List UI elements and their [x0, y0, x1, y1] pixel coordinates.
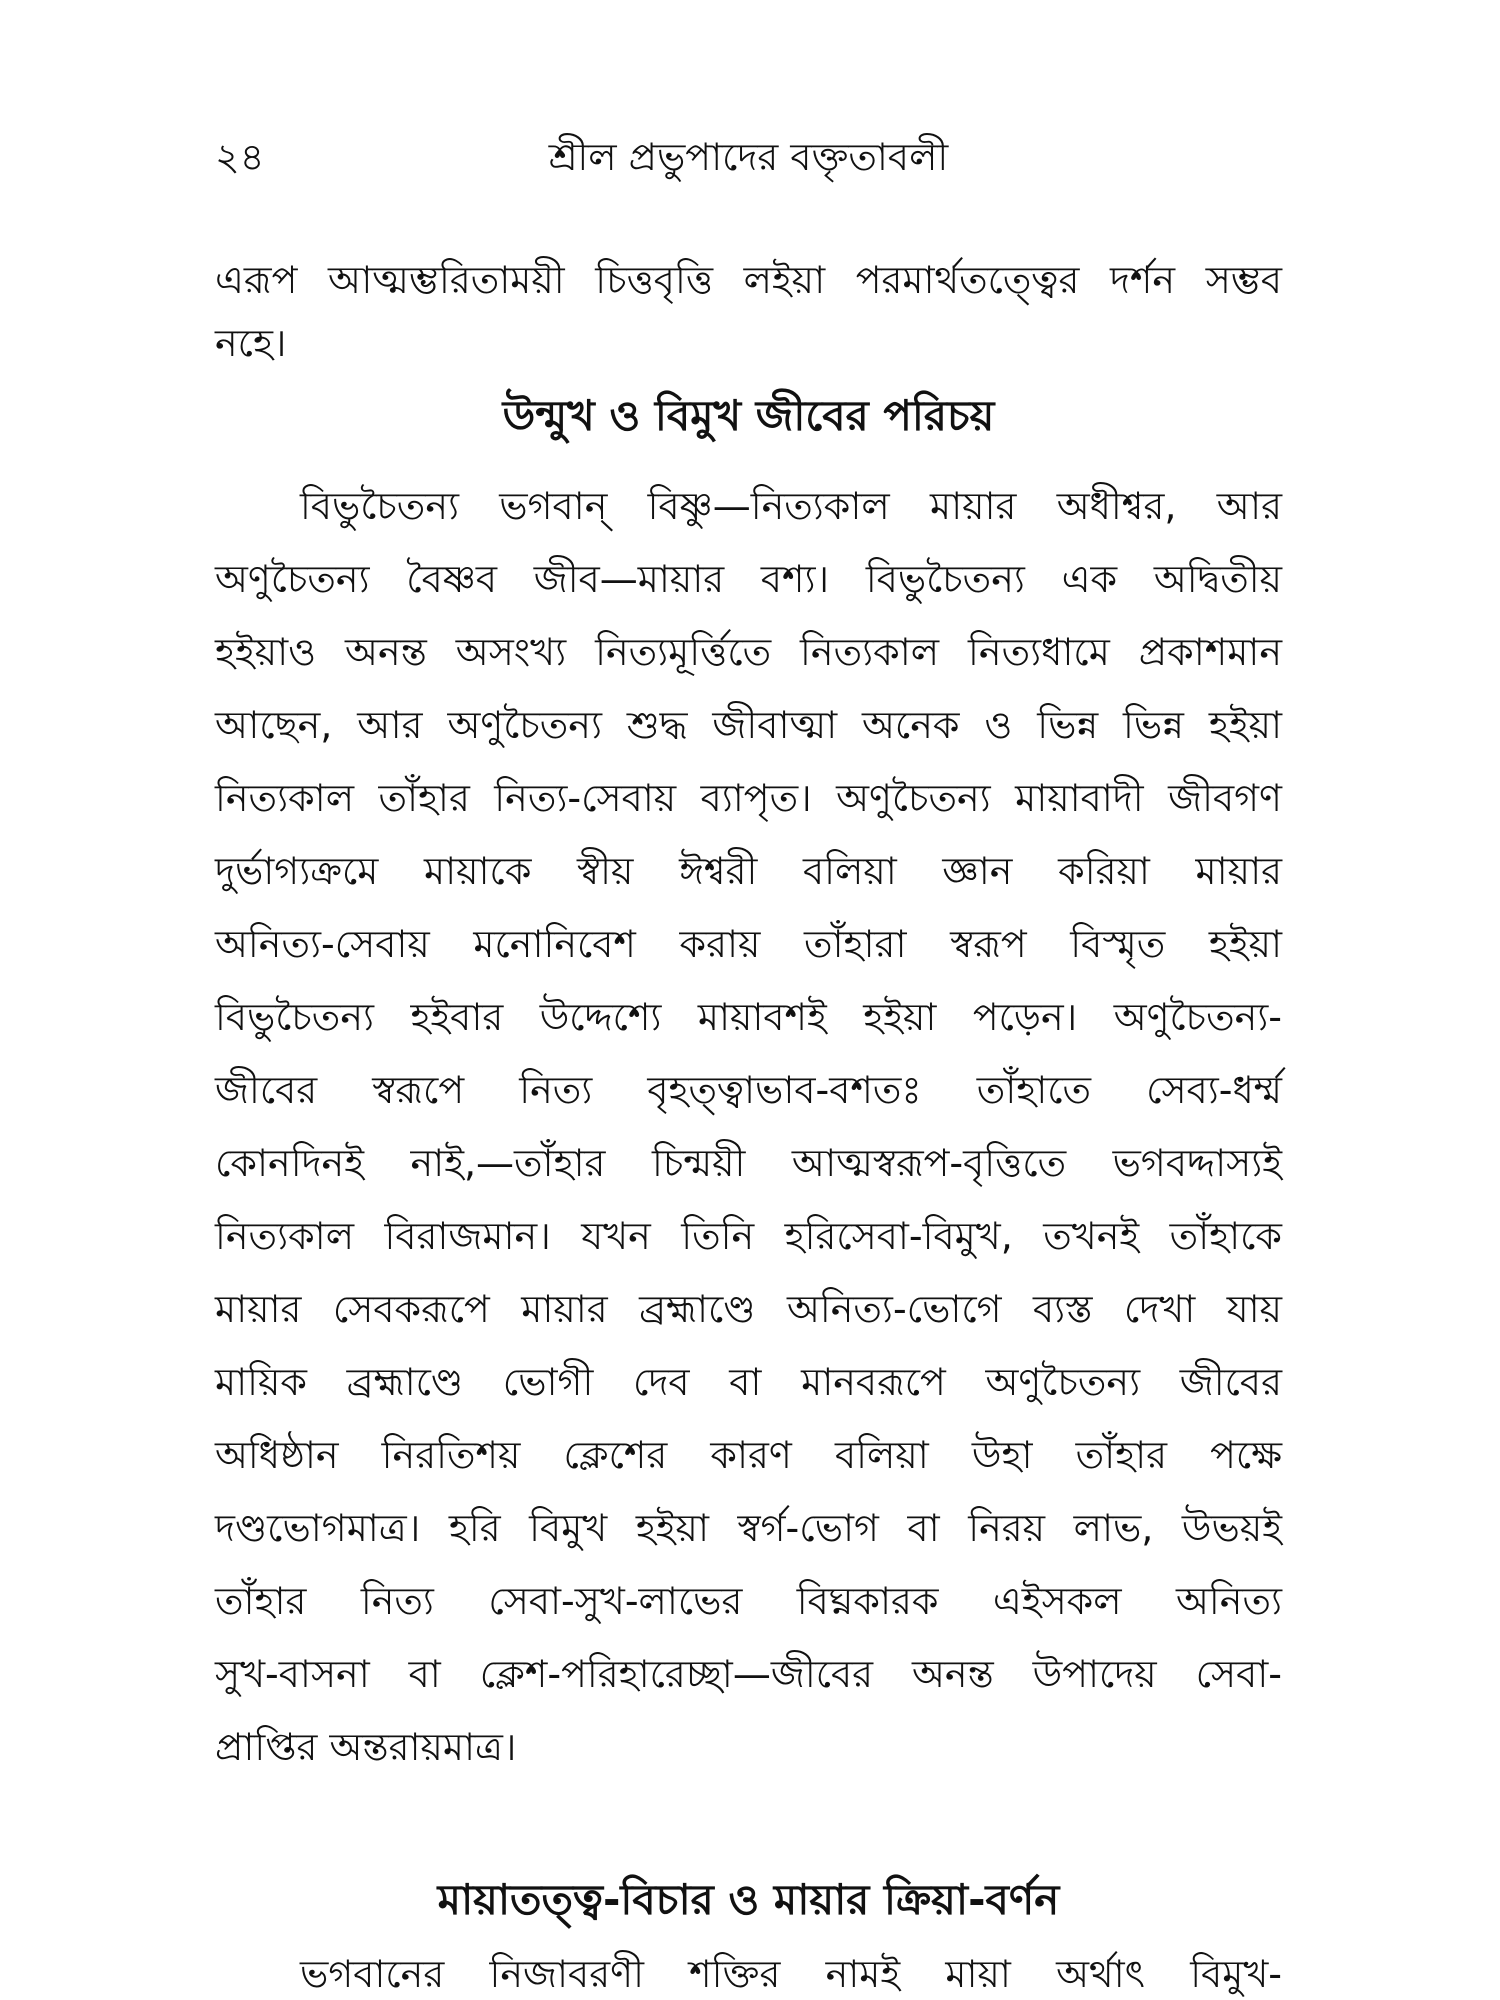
text-line: জীবের স্বরূপে নিত্য বৃহত্ত্বাভাব-বশতঃ তাঁহাতে সেব্য-ধর্ম্ম	[215, 1068, 1282, 1112]
text-line: অধিষ্ঠান নিরতিশয় ক্লেশের কারণ বলিয়া উহা তাঁহার পক্ষে	[215, 1433, 1282, 1477]
text-line: প্রাপ্তির অন্তরায়মাত্র।	[215, 1725, 517, 1769]
text-line: অনিত্য-সেবায় মনোনিবেশ করায় তাঁহারা স্বরূপ বিস্মৃত হইয়া	[215, 922, 1282, 966]
text-line: মায়িক ব্রহ্মাণ্ডে ভোগী দেব বা মানবরূপে অণুচৈতন্য জীবের	[215, 1360, 1282, 1404]
section-heading: মায়াতত্ত্ব-বিচার ও মায়ার ক্রিয়া-বর্ণন	[437, 1875, 1060, 1924]
text-line: মায়ার সেবকরূপে মায়ার ব্রহ্মাণ্ডে অনিত্য-ভোগে ব্যস্ত দেখা যায়	[215, 1287, 1282, 1331]
text-line: সুখ-বাসনা বা ক্লেশ-পরিহারেচ্ছা—জীবের অনন্ত উপাদেয় সেবা-	[215, 1652, 1282, 1696]
text-line: কোনদিনই নাই,—তাঁহার চিন্ময়ী আত্মস্বরূপ-বৃত্তিতে ভগবদ্দাস্যই	[215, 1141, 1282, 1185]
text-line: হইয়াও অনন্ত অসংখ্য নিত্যমূর্ত্তিতে নিত্যকাল নিত্যধামে প্রকাশমান	[215, 630, 1282, 674]
text-line: এরূপ আত্মম্ভরিতাময়ী চিত্তবৃত্তি লইয়া পরমার্থতত্ত্বের দর্শন সম্ভব	[215, 258, 1282, 302]
text-line: বিভুচৈতন্য ভগবান্ বিষ্ণু—নিত্যকাল মায়ার অধীশ্বর, আর	[300, 484, 1282, 528]
text-line: নহে।	[215, 321, 287, 365]
text-line: আছেন, আর অণুচৈতন্য শুদ্ধ জীবাত্মা অনেক ও ভিন্ন ভিন্ন হইয়া	[215, 703, 1282, 747]
text-line: অণুচৈতন্য বৈষ্ণব জীব—মায়ার বশ্য। বিভুচৈতন্য এক অদ্বিতীয়	[215, 557, 1282, 601]
text-line: দণ্ডভোগমাত্র। হরি বিমুখ হইয়া স্বর্গ-ভোগ বা নিরয় লাভ, উভয়ই	[215, 1506, 1282, 1550]
page-number: ২৪	[215, 135, 265, 179]
running-title: শ্রীল প্রভুপাদের বক্তৃতাবলী	[548, 135, 949, 179]
text-line: ভগবানের নিজাবরণী শক্তির নামই মায়া অর্থাৎ বিমুখ-	[300, 1952, 1282, 1996]
running-header	[215, 128, 1282, 178]
text-line: নিত্যকাল তাঁহার নিত্য-সেবায় ব্যাপৃত। অণুচৈতন্য মায়াবাদী জীবগণ	[215, 776, 1282, 820]
text-line: তাঁহার নিত্য সেবা-সুখ-লাভের বিঘ্নকারক এইসকল অনিত্য	[215, 1579, 1282, 1623]
text-line: বিভুচৈতন্য হইবার উদ্দেশ্যে মায়াবশই হইয়া পড়েন। অণুচৈতন্য-	[215, 995, 1282, 1039]
section-heading: উন্মুখ ও বিমুখ জীবের পরিচয়	[502, 391, 995, 440]
text-line: নিত্যকাল বিরাজমান। যখন তিনি হরিসেবা-বিমুখ, তখনই তাঁহাকে	[215, 1214, 1282, 1258]
text-line: দুর্ভাগ্যক্রমে মায়াকে স্বীয় ঈশ্বরী বলিয়া জ্ঞান করিয়া মায়ার	[215, 849, 1282, 893]
